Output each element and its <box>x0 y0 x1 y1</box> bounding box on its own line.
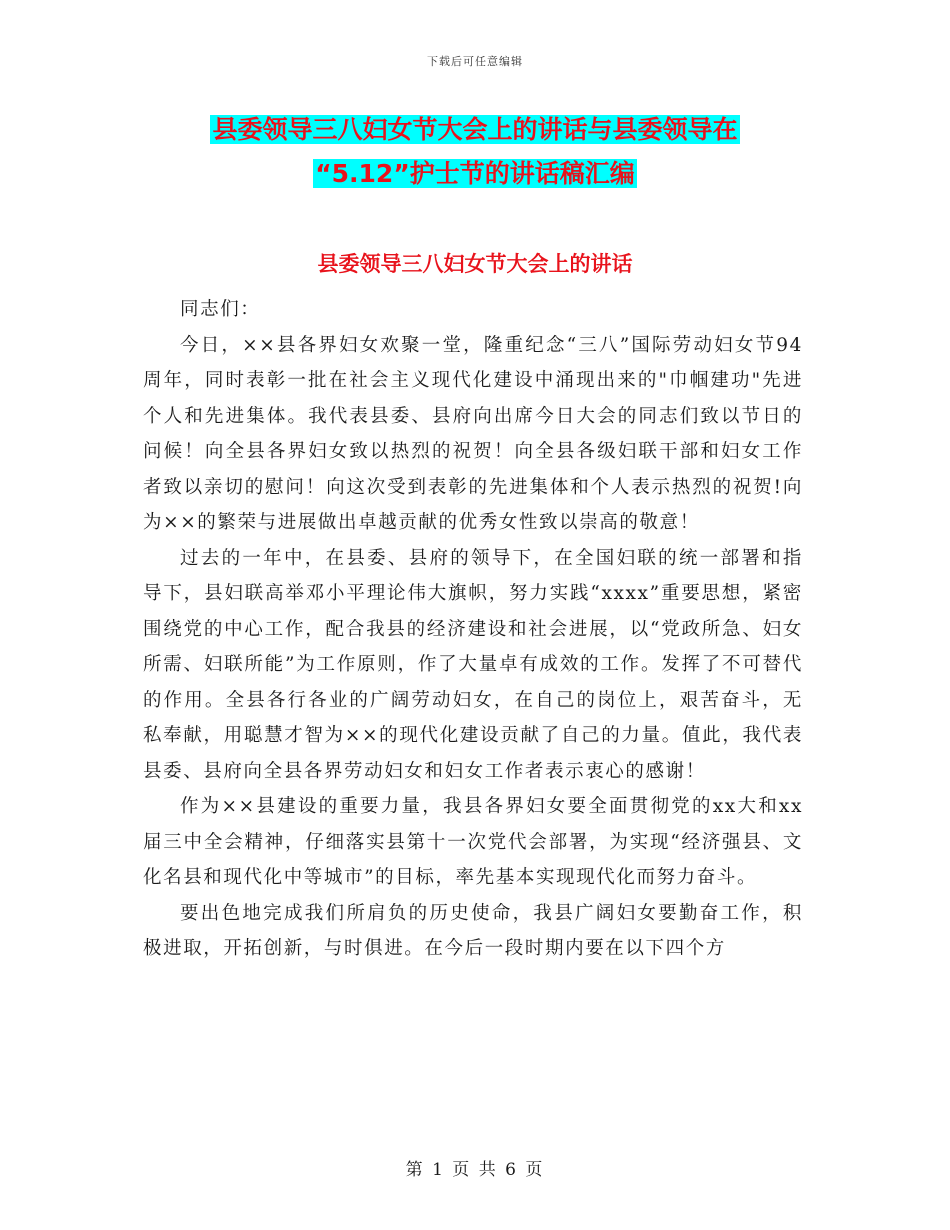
header-note: 下载后可任意编辑 <box>427 55 523 68</box>
page-footer: 第 1 页 共 6 页 <box>405 1160 545 1180</box>
paragraph: 要出色地完成我们所肩负的历史使命，我县广阔妇女要勤奋工作，积极进取，开拓创新，与时俱进。在今后一段时期内要在以下四个方 <box>143 902 803 959</box>
document-title-line-2 <box>0 156 950 192</box>
title-highlight-2: “5.12”护士节的讲话稿汇编 <box>315 159 635 188</box>
paragraph-greeting: 同志们： <box>180 299 261 320</box>
paragraph: 作为××县建设的重要力量，我县各界妇女要全面贯彻党的xx大和xx届三中全会精神，仔细落实县第十一次党代会部署，为实现“经济强县、文化名县和现代化中等城市”的目标，率先基本实现现代化而努力奋斗。 <box>143 796 803 888</box>
paragraph: 今日，××县各界妇女欢聚一堂，隆重纪念“三八”国际劳动妇女节94周年，同时表彰一批在社会主义现代化建设中涌现出来的"巾帼建功"先进个人和先进集体。我代表县委、县府向出席今日大会的同志们致以节日的问候！向全县各界妇女致以热烈的祝贺！向全县各级妇联干部和妇女工作者致以亲切的慰问！向这次受到表彰的先进集体和个人表示热烈的祝贺!向为××的繁荣与进展做出卓越贡献的优秀女性致以崇高的敬意！ <box>143 334 803 533</box>
document-title-line-1 <box>0 112 950 148</box>
paragraph: 过去的一年中，在县委、县府的领导下，在全国妇联的统一部署和指导下，县妇联高举邓小平理论伟大旗帜，努力实践“xxxx”重要思想，紧密围绕党的中心工作，配合我县的经济建设和社会进展，以“党政所急、妇女所需、妇联所能”为工作原则，作了大量卓有成效的工作。发挥了不可替代的作用。全县各行各业的广阔劳动妇女，在自己的岗位上，艰苦奋斗，无私奉献，用聪慧才智为××的现代化建设贡献了自己的力量。值此，我代表县委、县府向全县各界劳动妇女和妇女工作者表示衷心的感谢！ <box>143 547 803 782</box>
title-highlight-1: 县委领导三八妇女节大会上的讲话与县委领导在 <box>212 115 738 144</box>
section-title: 县委领导三八妇女节大会上的讲话 <box>317 252 633 276</box>
body-text <box>143 292 803 967</box>
